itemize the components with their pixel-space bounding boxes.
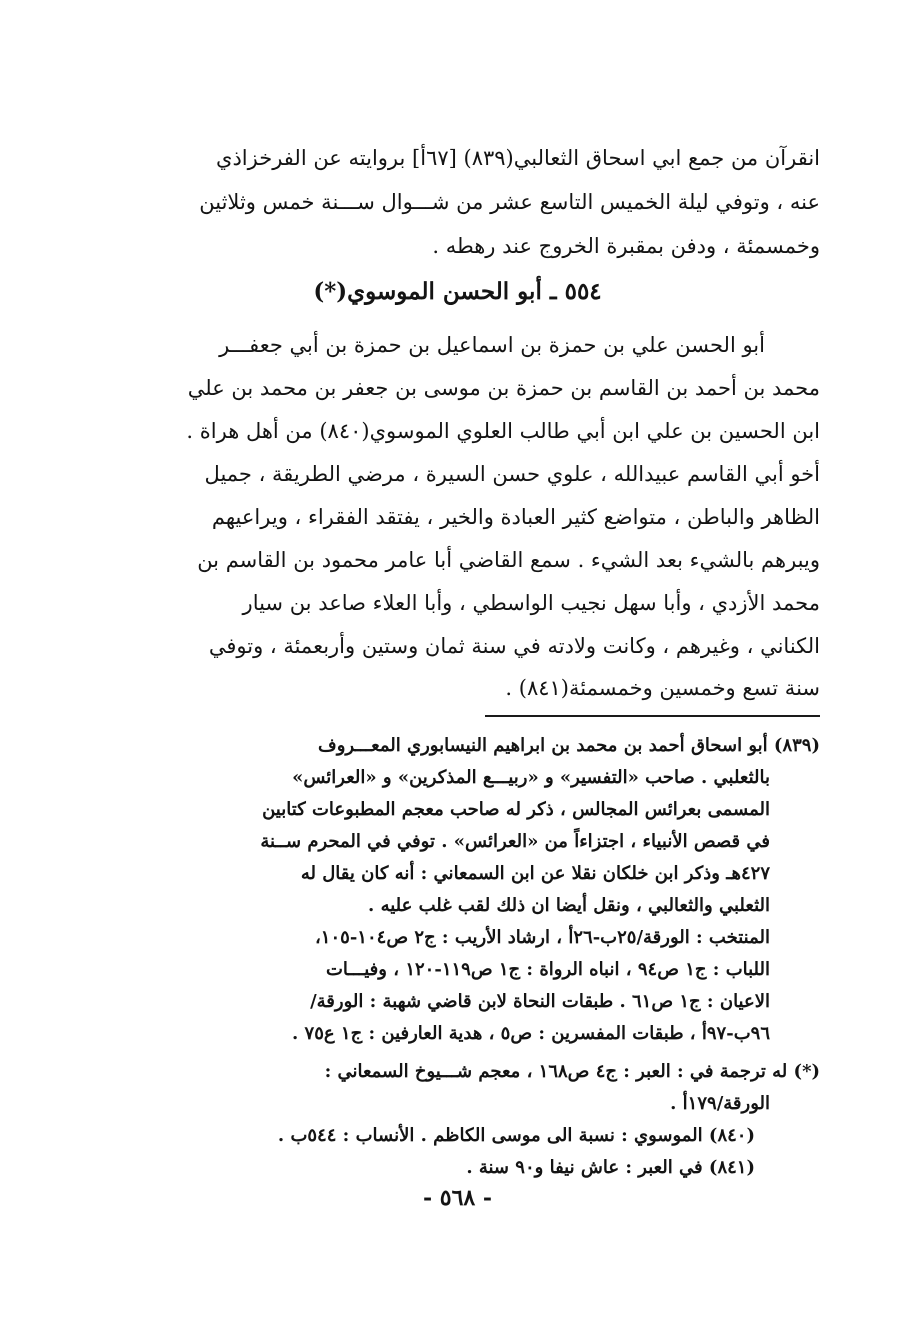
footnote-line: اللباب : ج١ ص٩٤ ، انباه الرواة : ج١ ص١١٩-١٢٠ ، وفيـــات (325, 959, 770, 980)
text-line: ابن الحسين بن علي ابن أبي طالب العلوي الموسوي(٨٤٠) من أهل هراة . (186, 419, 820, 443)
footnote-line: المسمى بعرائس المجالس ، ذكر له صاحب معجم المطبوعات كتابين (262, 799, 770, 820)
footnote-line: في قصص الأنبياء ، اجتزاءاً من «العرائس» . توفي في المحرم ســنة (260, 831, 770, 852)
footnote-line: الثعلبي والثعالبي ، ونقل أيضا ان ذلك لقب غلب عليه . (368, 895, 770, 916)
footnote-line: الورقة/١٧٩أ . (670, 1093, 770, 1114)
text-line: وخمسمئة ، ودفن بمقبرة الخروج عند رهطه . (432, 234, 820, 258)
text-line: ويبرهم بالشيء بعد الشيء . سمع القاضي أبا عامر محمود بن القاسم بن (197, 548, 820, 572)
footnote-line: (٨٤١) في العبر : عاش نيفا و٩٠ سنة . (466, 1157, 755, 1178)
text-line: الكناني ، وغيرهم ، وكانت ولادته في سنة ثمان وستين وأربعمئة ، وتوفي (208, 634, 820, 658)
page-number: - ٥٦٨ - (422, 1185, 493, 1211)
footnote-line: المنتخب : الورقة/٢٥ب-٢٦أ ، ارشاد الأريب : ج٢ ص١٠٤-١٠٥، (314, 927, 770, 948)
text-line: أخو أبي القاسم عبيدالله ، علوي حسن السيرة ، مرضي الطريقة ، جميل (204, 462, 820, 486)
footnote-line: (٨٣٩) أبو اسحاق أحمد بن محمد بن ابراهيم النيسابوري المعـــروف (318, 735, 820, 756)
footnote-line: (٨٤٠) الموسوي : نسبة الى موسى الكاظم . الأنساب : ٥٤٤ب . (277, 1125, 755, 1146)
entry-title: ٥٥٤ ـ أبو الحسن الموسوي(*) (313, 278, 602, 305)
text-line: أبو الحسن علي بن حمزة بن اسماعيل بن حمزة بن أبي جعفـــر (219, 333, 765, 357)
text-line: محمد بن أحمد بن القاسم بن حمزة بن موسى بن جعفر بن محمد بن علي (187, 376, 820, 400)
text-line: الظاهر والباطن ، متواضع كثير العبادة والخير ، يفتقد الفقراء ، ويراعيهم (211, 505, 820, 529)
footnote-line: بالثعلبي . صاحب «التفسير» و «ربيـــع المذكرين» و «العرائس» (292, 767, 770, 788)
footnote-separator (485, 715, 820, 717)
footnote-line: (*) له ترجمة في : العبر : ج٤ ص١٦٨ ، معجم شـــيوخ السمعاني : (324, 1061, 820, 1082)
text-line: انقرآن من جمع ابي اسحاق الثعالبي(٨٣٩) [٦٧أ] بروايته عن الفرخزاذي (216, 146, 820, 170)
text-line: عنه ، وتوفي ليلة الخميس التاسع عشر من شـــوال ســـنة خمس وثلاثين (199, 190, 820, 214)
footnote-line: ٤٢٧هـ وذكر ابن خلكان نقلا عن ابن السمعاني : أنه كان يقال له (300, 863, 770, 884)
footnote-line: ٩٦ب-٩٧أ ، طبقات المفسرين : ص٥ ، هدية العارفين : ج١ ع٧٥ . (292, 1023, 770, 1044)
footnote-line: الاعيان : ج١ ص٦١ . طبقات النحاة لابن قاضي شهبة : الورقة/ (310, 991, 770, 1012)
text-line: محمد الأزدي ، وأبا سهل نجيب الواسطي ، وأبا العلاء صاعد بن سيار (242, 591, 820, 615)
text-line: سنة تسع وخمسين وخمسمئة(٨٤١) . (505, 676, 820, 700)
